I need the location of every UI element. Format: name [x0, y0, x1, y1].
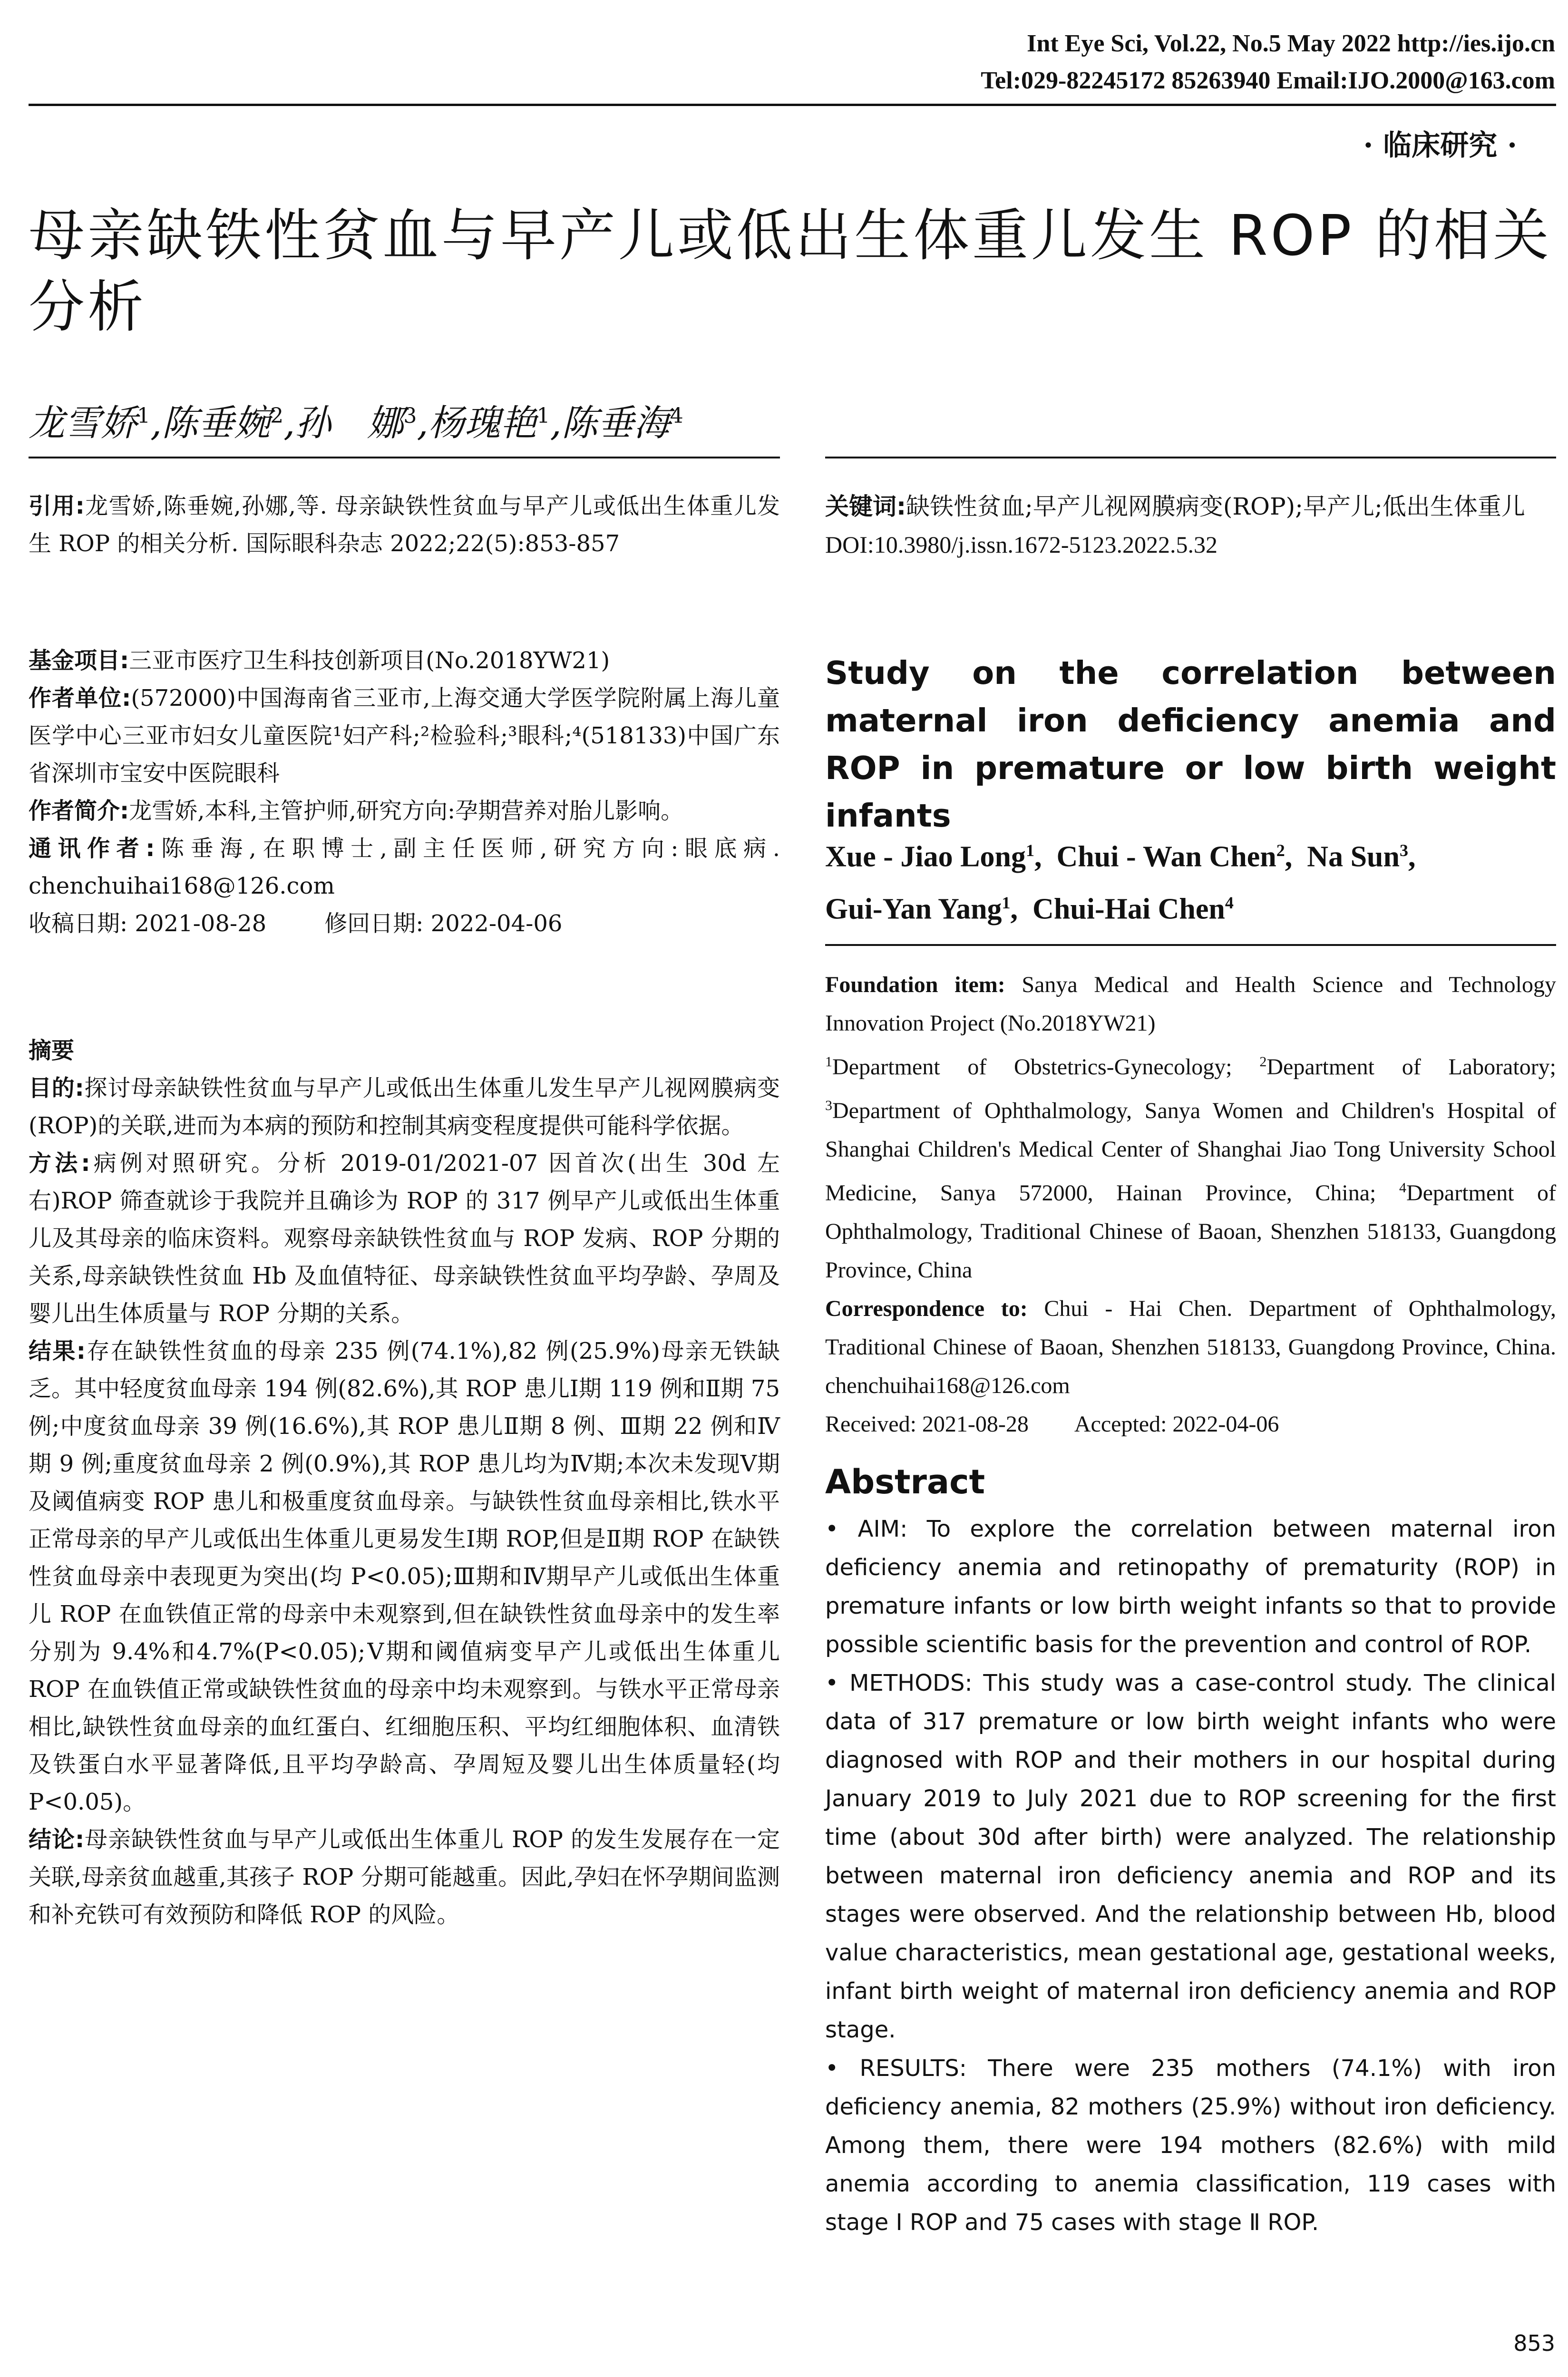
author-list-en: Xue - Jiao Long$^1$, Chui - Wan Chen$^2$, Na Sun$^3$, Gui-Yan Yang$^1$, Chui-Hai Chen$^4$ — [825, 840, 1416, 925]
methods-label-cn: 方法: — [29, 1150, 90, 1177]
right-column-divider — [825, 457, 1556, 458]
methods-text-cn: 病例对照研究。分析 2019-01/2021-07 因首次(出生 30d 左右)ROP 筛查就诊于我院并且确诊为 ROP 的 317 例早产儿或低出生体重儿及其母亲的临床资料。观察母亲缺铁性贫血与 ROP 发病、ROP 分期的关系,母亲缺铁性贫血 Hb 及血值特征、母亲缺铁性贫血平均孕龄、孕周及婴儿出生体质量与 ROP 分期的关系。 — [29, 1150, 780, 1327]
author-affiliation-sup: 1 — [536, 404, 550, 428]
affiliation-text: Department of Ophthalmology, Traditional Chinese of Baoan, Shenzhen 518133, Guangdong Province, China — [825, 1180, 1557, 1283]
author-affiliation-sup: 2 — [1276, 841, 1285, 860]
doi: DOI:10.3980/j.issn.1672-5123.2022.5.32 — [825, 531, 1217, 558]
section-tag: · 临床研究 · — [1363, 129, 1517, 162]
results-label-en: • RESULTS: — [825, 2055, 967, 2082]
revised-date-cn: 修回日期: 2022-04-06 — [324, 910, 563, 937]
header-divider — [29, 104, 1556, 106]
foundation-text: Sanya Medical and Health Science and Technology Innovation Project (No.2018YW21) — [825, 972, 1557, 1036]
abstract-en — [825, 1510, 1556, 2242]
bio-label: 作者简介: — [29, 798, 129, 824]
author-name: Chui - Wan Chen — [1056, 840, 1276, 873]
bio-text: 龙雪娇,本科,主管护师,研究方向:孕期营养对胎儿影响。 — [129, 798, 684, 824]
author-name: Chui-Hai Chen — [1032, 893, 1225, 925]
aim-label-en: • AIM: — [825, 1516, 908, 1542]
affiliation-sup: 1 — [825, 1054, 832, 1070]
affiliation-text: Department of Ophthalmology, Sanya Women and Children's Hospital of Shanghai Children's Medical Center of Shanghai Jiao Tong University School Medicine, Sanya 572000, Hainan Province, China; — [825, 1098, 1556, 1206]
results-label-cn: 结果: — [29, 1338, 86, 1364]
author-name: Na Sun — [1307, 840, 1400, 873]
affiliation-sup: 3 — [825, 1098, 832, 1113]
author-name: Xue - Jiao Long — [825, 840, 1026, 873]
citation-text: 龙雪娇,陈垂婉,孙娜,等. 母亲缺铁性贫血与早产儿或低出生体重儿发生 ROP 的相关分析. 国际眼科杂志 2022;22(5):853-857 — [29, 493, 780, 557]
fund-label: 基金项目: — [29, 647, 129, 674]
correspondence-label-cn: 通讯作者: — [29, 835, 155, 862]
keywords-text: 缺铁性贫血;早产儿视网膜病变(ROP);早产儿;低出生体重儿 — [906, 493, 1525, 520]
fund-text: 三亚市医疗卫生科技创新项目(No.2018YW21) — [129, 647, 610, 674]
results-text-en: There were 235 mothers (74.1%) with iron deficiency anemia, 82 mothers (25.9%) without iron deficiency. Among them, there were 194 mothers (82.6%) with mild anemia according to anemia classification, 119 cases with stage Ⅰ ROP and 75 cases with stage Ⅱ ROP. — [825, 2055, 1556, 2236]
received-date-en: Received: 2021-08-28 — [825, 1412, 1029, 1437]
author-name: 龙雪娇 — [29, 401, 137, 444]
journal-contact-line: Tel:029-82245172 85263940 Email:IJO.2000@163.com — [981, 67, 1555, 94]
aim-text-en: To explore the correlation between maternal iron deficiency anemia and retinopathy of prematurity (ROP) in premature infants or low birth weight infants so that to provide possible scientific basis for the prevention and control of ROP. — [825, 1516, 1556, 1658]
abstract-cn — [29, 1032, 780, 1934]
affiliation-sup: 4 — [1399, 1180, 1406, 1196]
author-affiliation-sup: 1 — [137, 404, 150, 428]
author-affiliation-sup: 3 — [403, 404, 417, 428]
author-affiliation-sup: 3 — [1400, 841, 1409, 860]
paper-title-en: Study on the correlation between maternal iron deficiency anemia and ROP in premature or low birth weight infants — [825, 654, 1556, 834]
author-name: Gui-Yan Yang — [825, 893, 1002, 925]
author-name: 陈垂婉 — [162, 401, 271, 444]
keywords-label: 关键词: — [825, 493, 906, 520]
correspondence-text-en: Chui - Hai Chen. Department of Ophthalmology, Traditional Chinese of Baoan, Shenzhen 518133, Guangdong Province, China. chenchuihai168@126.com — [825, 1296, 1556, 1398]
methods-text-en: This study was a case-control study. The clinical data of 317 premature or low birth weight infants who were diagnosed with ROP and their mothers in our hospital during January 2019 to July 2021 due to ROP screening for the first time (about 30d after birth) were analyzed. The relationship between maternal iron deficiency anemia and ROP and its stages were observed. And the relationship between Hb, blood value characteristics, mean gestational age, gestational weeks, infant birth weight of maternal iron deficiency anemia and ROP stage. — [825, 1670, 1556, 2043]
results-text-cn: 存在缺铁性贫血的母亲 235 例(74.1%),82 例(25.9%)母亲无铁缺乏。其中轻度贫血母亲 194 例(82.6%),其 ROP 患儿Ⅰ期 119 例和Ⅱ期 75 例;中度贫血母亲 39 例(16.6%),其 ROP 患儿Ⅱ期 8 例、Ⅲ期 22 例和Ⅳ期 9 例;重度贫血母亲 2 例(0.9%),其 ROP 患儿均为Ⅳ期;本次未发现Ⅴ期及阈值病变 ROP 患儿和极重度贫血母亲。与缺铁性贫血母亲相比,铁水平正常母亲的早产儿或低出生体重儿更易发生Ⅰ期 ROP,但是Ⅱ期 ROP 在缺铁性贫血母亲中表现更为突出(均 P<0.05);Ⅲ期和Ⅳ期早产儿或低出生体重儿 ROP 在血铁值正常的母亲中未观察到,但在缺铁性贫血母亲中的发生率分别为 9.4%和4.7%(P<0.05);Ⅴ期和阈值病变早产儿或低出生体重儿 ROP 在血铁值正常或缺铁性贫血的母亲中均未观察到。与铁水平正常母亲相比,缺铁性贫血母亲的血红蛋白、红细胞压积、平均红细胞体积、血清铁及铁蛋白水平显著降低,且平均孕龄高、孕周短及婴儿出生体质量轻(均 P<0.05)。 — [29, 1338, 780, 1815]
aim-label-cn: 目的: — [29, 1075, 84, 1101]
abstract-heading-cn: 摘要 — [29, 1037, 75, 1064]
author-list-cn: 龙雪娇$^1$,陈垂婉$^2$,孙 娜$^3$,杨瑰艳$^1$,陈垂海$^4$ — [29, 401, 683, 444]
citation-block — [29, 487, 780, 563]
methods-label-en: • METHODS: — [825, 1670, 973, 1696]
article-info-block — [29, 642, 780, 943]
author-affiliation-sup: 2 — [270, 404, 284, 428]
correspondence-text-cn: 陈垂海,在职博士,副主任医师,研究方向:眼底病. chenchuihai168@126.com — [29, 835, 780, 899]
left-column-divider — [29, 457, 780, 458]
correspondence-label-en: Correspondence to: — [825, 1296, 1028, 1321]
conclusion-label-cn: 结论: — [29, 1826, 85, 1853]
foundation-label: Foundation item: — [825, 972, 1005, 997]
citation-label: 引用: — [29, 493, 85, 519]
author-affiliation-sup: 4 — [670, 404, 683, 428]
author-name: 杨瑰艳 — [428, 401, 537, 444]
author-affiliation-sup: 4 — [1225, 893, 1234, 912]
author-affiliation-sup: 1 — [1025, 841, 1034, 860]
author-affiliation-sup: 1 — [1002, 893, 1011, 912]
conclusion-text-cn: 母亲缺铁性贫血与早产儿或低出生体重儿 ROP 的发生发展存在一定关联,母亲贫血越重,其孩子 ROP 分期可能越重。因此,孕妇在怀孕期间监测和补充铁可有效预防和降低 ROP 的风险。 — [29, 1826, 780, 1928]
received-date-cn: 收稿日期: 2021-08-28 — [29, 910, 267, 937]
unit-label: 作者单位: — [29, 685, 131, 711]
journal-citation-line: Int Eye Sci, Vol.22, No.5 May 2022 http://ies.ijo.cn — [1027, 30, 1555, 57]
author-name: 孙 娜 — [295, 401, 404, 444]
author-name: 陈垂海 — [561, 401, 670, 444]
keywords-block — [825, 487, 1556, 564]
page-number: 853 — [1513, 2330, 1555, 2356]
author-divider-en — [825, 944, 1556, 946]
affiliation-text: Department of Obstetrics-Gynecology; — [832, 1054, 1232, 1080]
abstract-heading-en: Abstract — [825, 1462, 985, 1501]
unit-text: (572000)中国海南省三亚市,上海交通大学医学院附属上海儿童医学中心三亚市妇女儿童医院¹妇产科;²检验科;³眼科;⁴(518133)中国广东省深圳市宝安中医院眼科 — [29, 685, 780, 787]
aim-text-cn: 探讨母亲缺铁性贫血与早产儿或低出生体重儿发生早产儿视网膜病变(ROP)的关联,进而为本病的预防和控制其病变程度提供可能科学依据。 — [29, 1075, 780, 1139]
affiliation-sup: 2 — [1259, 1054, 1267, 1070]
article-info-en — [825, 965, 1556, 1443]
paper-title-cn: 母亲缺铁性贫血与早产儿或低出生体重儿发生 ROP 的相关分析 — [29, 203, 1552, 340]
accepted-date-en: Accepted: 2022-04-06 — [1074, 1412, 1279, 1437]
affiliation-text: Department of Laboratory; — [1266, 1054, 1557, 1080]
